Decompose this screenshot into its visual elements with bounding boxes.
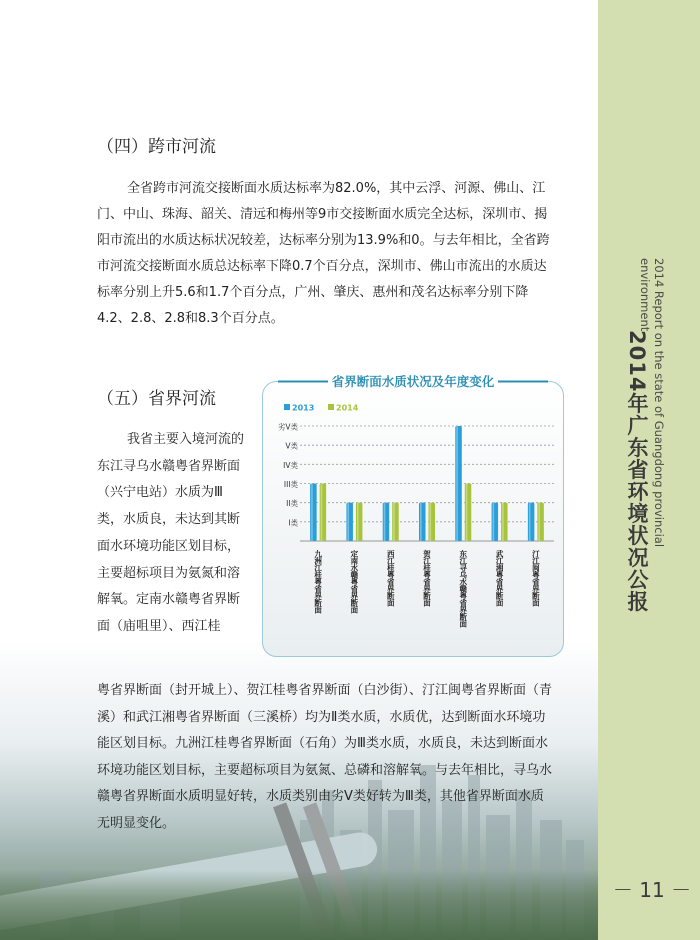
y-tick-label: I类 [288, 518, 298, 528]
bar-2014 [501, 503, 508, 541]
page-number: － 11 － [612, 878, 692, 902]
x-category-label: 西江桂粤省界断面 [386, 550, 396, 606]
border-rivers-paragraph-narrow: 我省主要入境河流的东江寻乌水赣粤省界断面（兴宁电站）水质为Ⅲ类，水质良，未达到其断面水环境功能区划目标，主要超标项目为氨氮和溶解氧。定南水赣粤省界断面（庙咀里）、西江桂 [97, 432, 245, 634]
legend-label: 2013 [292, 403, 315, 413]
bar-2013 [492, 503, 499, 541]
bar-2014 [320, 484, 327, 542]
legend-swatch [284, 404, 290, 410]
bar-2013 [310, 484, 317, 542]
bar-2014 [356, 503, 363, 541]
bar-highlight [456, 426, 458, 541]
legend-swatch [328, 404, 334, 410]
x-category-label: 东江寻乌水赣粤省界断面 [458, 550, 468, 627]
bar-highlight [384, 503, 386, 541]
x-category-label: 九洲江桂粤省界断面 [313, 550, 323, 613]
bar-2014 [465, 484, 472, 542]
chart-frame [263, 382, 564, 657]
bar-highlight [538, 503, 540, 541]
x-category-label: 武江湘粤省界断面 [495, 550, 505, 606]
bar-highlight [466, 484, 468, 542]
report-title-en: 2014 Report on the state of Guangdong provincial environment [638, 258, 666, 548]
section-heading-cross-city-rivers: （四）跨市河流 [97, 137, 216, 157]
bar-highlight [529, 503, 531, 541]
bar-2014 [392, 503, 399, 541]
bar-highlight [357, 503, 359, 541]
x-category-label: 定南水赣粤省界断面 [349, 550, 359, 613]
bar-2013 [419, 503, 426, 541]
bar-highlight [430, 503, 432, 541]
y-tick-label: V类 [285, 441, 298, 451]
y-tick-label: 劣V类 [277, 422, 298, 432]
y-tick-label: II类 [286, 499, 298, 509]
bar-highlight [420, 503, 422, 541]
bar-highlight [311, 484, 313, 542]
legend-label: 2014 [336, 403, 359, 413]
chart-title: 省界断面水质状况及年度变化 [331, 374, 495, 389]
border-rivers-paragraph-wide: 粤省界断面（封开城上）、贺江桂粤省界断面（白沙街）、汀江闽粤省界断面（青溪）和武江湘粤省界断面（三溪桥）均为Ⅱ类水质，水质优，达到断面水环境功能区划目标。九洲江桂粤省界断面（石角）为Ⅲ类水质，水质良，未达到断面水环境功能区划目标，主要超标项目为氨氮、总磷和溶解氧。与去年相比，寻乌水赣粤省界断面水质明显好转，水质类别由劣Ⅴ类好转为Ⅲ类，其他省界断面水质无明显变化。 [97, 683, 553, 831]
chart-canvas [262, 373, 564, 657]
bar-2014 [429, 503, 436, 541]
bar-2013 [383, 503, 390, 541]
bar-2014 [537, 503, 544, 541]
bar-2013 [528, 503, 535, 541]
border-water-quality-chart [262, 373, 564, 657]
bar-highlight [493, 503, 495, 541]
cross-city-rivers-paragraph: 全省跨市河流交接断面水质达标率为82.0%，其中云浮、河源、佛山、江门、中山、珠海、韶关、清远和梅州等9市交接断面水质完全达标，深圳市、揭阳市流出的水质达标状况较差，达标率分别为13.9%和0。与去年相比，全省跨市河流交接断面水质总达标率下降0.7个百分点，深圳市、佛山市流出的水质达标率分别上升5.6和1.7个百分点，广州、肇庆、惠州和茂名达标率分别下降4.2、2.8、2.8和8.3个百分点。 [97, 181, 550, 326]
bar-2013 [455, 426, 462, 541]
bar-highlight [347, 503, 349, 541]
x-category-label: 贺江桂粤省界断面 [422, 550, 432, 606]
x-category-label: 汀江闽粤省界断面 [531, 550, 541, 606]
bar-2013 [346, 503, 353, 541]
bar-highlight [393, 503, 395, 541]
y-tick-label: IV类 [283, 460, 298, 470]
report-title-cn: 2014年广东省环境状况公报 [625, 330, 649, 613]
y-tick-label: III类 [283, 480, 298, 489]
bar-highlight [321, 484, 323, 542]
bar-highlight [502, 503, 504, 541]
section-heading-provincial-border-rivers: （五）省界河流 [97, 389, 216, 409]
